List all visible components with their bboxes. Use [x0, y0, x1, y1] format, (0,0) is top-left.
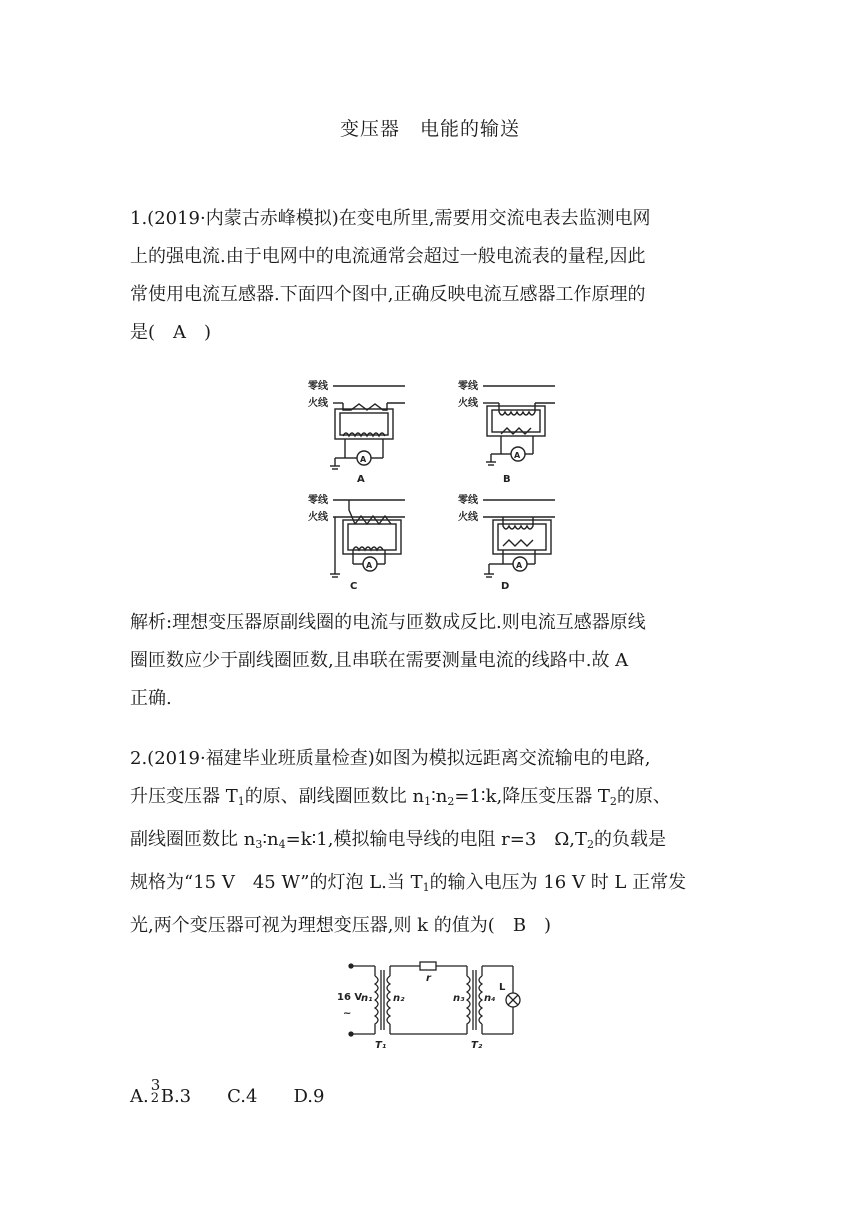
analysis-line: 正确. [130, 688, 172, 709]
input-voltage-label: 16 V [337, 992, 363, 1003]
diagram-label: B [503, 474, 511, 485]
fraction-numerator: 3 [150, 1076, 161, 1094]
question-1-answer-line: 是( A ) [130, 322, 212, 343]
page-title: 变压器 电能的输送 [339, 118, 520, 140]
question-2-line: 副线圈匝数比 $n_3∶n_4=k∶1$,模拟输电导线的电阻 r=3 $\Omega,T_2$的负载是 [130, 829, 666, 851]
live-label: 火线 [458, 398, 478, 409]
question-1-line: 常使用电流互感器.下面四个图中,正确反映电流互感器工作原理的 [130, 284, 646, 305]
ammeter-icon: A [360, 455, 367, 464]
answer-options [130, 1076, 325, 1108]
live-label: 火线 [308, 398, 328, 409]
neutral-label: 零线 [308, 381, 328, 392]
t2-label: T₂ [471, 1040, 483, 1051]
neutral-label: 零线 [458, 381, 478, 392]
n1-label: n₁ [361, 993, 373, 1004]
diagram-label: A [357, 474, 365, 485]
neutral-label: 零线 [308, 495, 328, 506]
question-1 [130, 200, 734, 352]
question-2-line: 升压变压器 $T_1$的原、副线圈匝数比 $n_1∶n_2=1∶k$,降压变压器 $T_2$的原、 [130, 786, 671, 808]
fraction-denominator: 2 [150, 1091, 160, 1106]
diagram-c [305, 490, 425, 595]
diagram-label: D [501, 581, 510, 592]
question-2 [130, 740, 734, 945]
n3-label: n₃ [453, 993, 465, 1004]
analysis-line: 圈匝数应少于副线圈匝数,且串联在需要测量电流的线路中.故 A [130, 650, 629, 671]
lamp-icon: L [499, 982, 506, 993]
analysis-1 [130, 604, 734, 718]
resistor-label: r [426, 973, 431, 984]
n4-label: n₄ [484, 993, 496, 1004]
diagram-label: C [350, 581, 358, 592]
question-2-answer-line: 光,两个变压器可视为理想变压器,则 k 的值为( B ) [130, 915, 552, 936]
ammeter-icon: A [514, 451, 521, 460]
diagram-d [455, 490, 575, 595]
analysis-line: 解析:理想变压器原副线圈的电流与匝数成反比.则电流互感器原线 [130, 612, 646, 633]
ammeter-icon: A [516, 561, 523, 570]
live-label: 火线 [458, 512, 478, 523]
ac-source-icon: ~ [343, 1008, 352, 1019]
ammeter-icon: A [366, 561, 373, 570]
t1-label: T₁ [375, 1040, 387, 1051]
options-rest: B.3 C.4 D.9 [160, 1086, 325, 1107]
live-label: 火线 [308, 512, 328, 523]
question-1-line: 1.(2019·内蒙古赤峰模拟)在变电所里,需要用交流电表去监测电网 [130, 208, 651, 229]
diagram-b [455, 376, 575, 486]
question-1-line: 上的强电流.由于电网中的电流通常会超过一般电流表的量程,因此 [130, 246, 646, 267]
n2-label: n₂ [393, 993, 405, 1004]
option-a-prefix: A. [130, 1086, 149, 1107]
question-2-line: 规格为“15 V 45 W”的灯泡 L.当 $T_1$的输入电压为 16 V 时 L 正常发 [130, 872, 687, 894]
transmission-circuit-diagram [335, 956, 535, 1051]
question-2-line: 2.(2019·福建毕业班质量检查)如图为模拟远距离交流输电的电路, [130, 748, 651, 769]
neutral-label: 零线 [458, 495, 478, 506]
diagram-a [305, 376, 425, 486]
